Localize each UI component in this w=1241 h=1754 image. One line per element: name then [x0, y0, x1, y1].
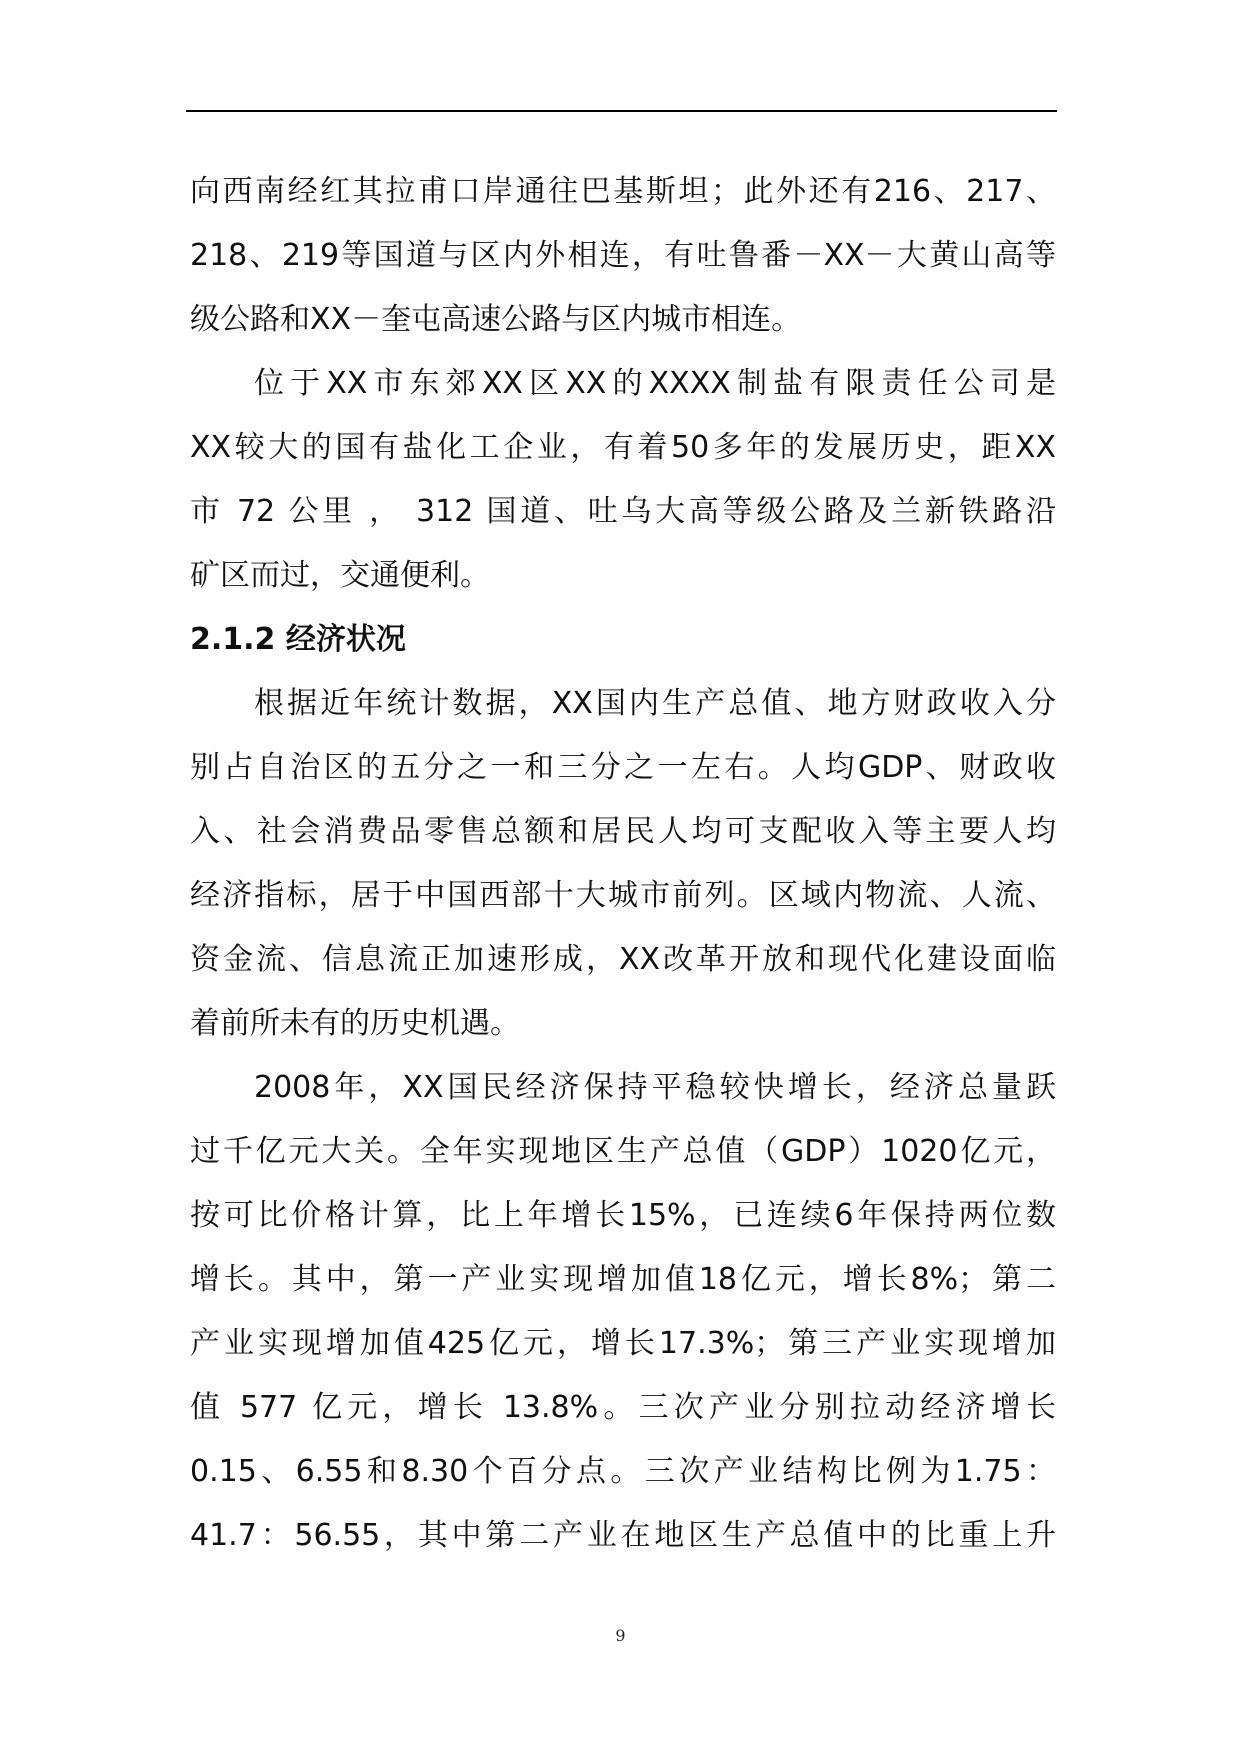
page-number: 9	[615, 1626, 626, 1645]
paragraph-2008-economy	[190, 1056, 1056, 1568]
paragraph-transport-continued	[190, 160, 1056, 352]
text-line: 入、社会消费品零售总额和居民人均可支配收入等主要人均	[190, 814, 1056, 849]
text-line: 产业实现增加值425亿元，增长17.3%；第三产业实现增加	[190, 1326, 1056, 1361]
text-line: 2008年，XX国民经济保持平稳较快增长，经济总量跃	[254, 1070, 1056, 1105]
text-line: 值 577 亿元，增长 13.8%。三次产业分别拉动经济增长	[190, 1390, 1056, 1425]
text-line: 矿区而过，交通便利。	[190, 558, 490, 593]
text-line: XX较大的国有盐化工企业，有着50多年的发展历史，距XX	[190, 430, 1056, 465]
text-line: 级公路和XX－奎屯高速公路与区内城市相连。	[190, 302, 802, 337]
text-line: 41.7：56.55，其中第二产业在地区生产总值中的比重上升	[190, 1518, 1056, 1553]
text-line: 按可比价格计算，比上年增长15%，已连续6年保持两位数	[190, 1198, 1056, 1233]
text-line: 位于XX市东郊XX区XX的XXXX制盐有限责任公司是	[254, 366, 1056, 401]
paragraph-economy-overview	[190, 672, 1056, 1056]
text-line: 经济指标，居于中国西部十大城市前列。区域内物流、人流、	[190, 878, 1056, 913]
header-rule	[186, 110, 1057, 112]
text-line: 资金流、信息流正加速形成，XX改革开放和现代化建设面临	[190, 942, 1056, 977]
text-line: 别占自治区的五分之一和三分之一左右。人均GDP、财政收	[190, 750, 1056, 785]
text-line: 过千亿元大关。全年实现地区生产总值（GDP）1020亿元，	[190, 1134, 1056, 1169]
body-text	[190, 160, 1056, 1568]
text-line: 向西南经红其拉甫口岸通往巴基斯坦；此外还有216、217、	[190, 174, 1056, 209]
text-line: 0.15、6.55和8.30个百分点。三次产业结构比例为1.75：	[190, 1454, 1056, 1489]
text-line: 增长。其中，第一产业实现增加值18亿元，增长8%；第二	[190, 1262, 1056, 1297]
text-line: 着前所未有的历史机遇。	[190, 1006, 520, 1041]
paragraph-company-location	[190, 352, 1056, 608]
text-line: 根据近年统计数据，XX国内生产总值、地方财政收入分	[254, 686, 1056, 721]
section-heading: 2.1.2 经济状况	[190, 622, 406, 657]
text-line: 218、219等国道与区内外相连，有吐鲁番－XX－大黄山高等	[190, 238, 1056, 273]
text-line: 市 72 公里 ， 312 国道、吐乌大高等级公路及兰新铁路沿	[190, 494, 1056, 529]
